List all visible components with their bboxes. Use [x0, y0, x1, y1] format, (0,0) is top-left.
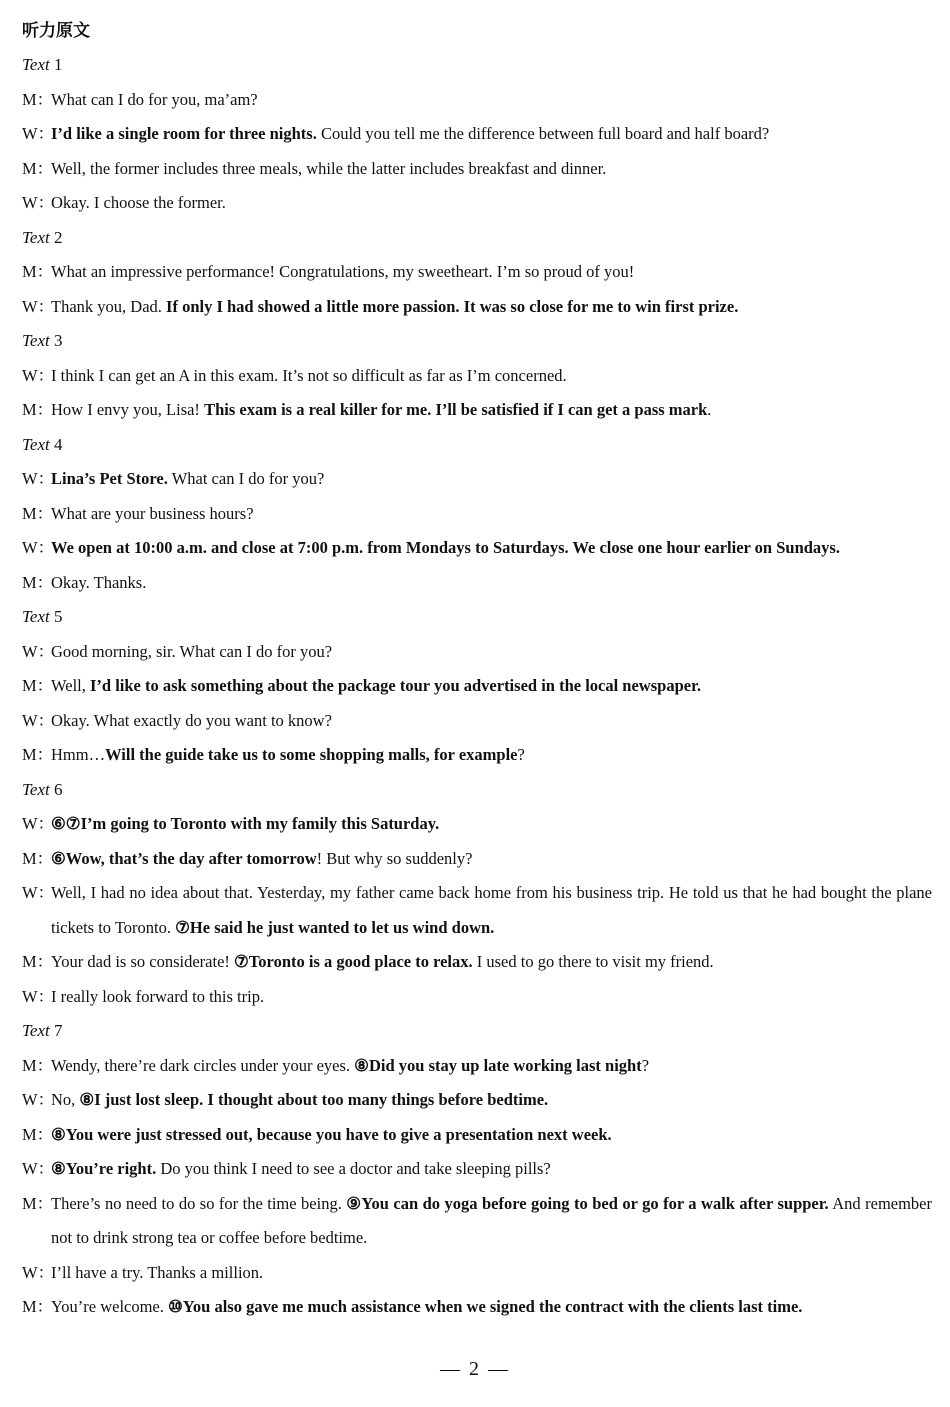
bold-answer-text: ⑦He said he just wanted to let us wind down.	[175, 917, 495, 937]
dialogue-text: What can I do for you, ma’am?	[51, 89, 258, 109]
speaker-label: M：	[22, 503, 54, 523]
dialogue-text: Well,	[51, 676, 90, 695]
bold-answer-text: ⑧You’re right.	[51, 1159, 157, 1178]
dialogue-text: Good morning, sir. What can I do for you?	[51, 641, 333, 661]
dialogue-line	[22, 186, 932, 221]
dialogue-text: Okay. What exactly do you want to know?	[51, 710, 332, 730]
text-label-number: 4	[53, 434, 63, 454]
dialogue-line	[22, 290, 932, 325]
dialogue-line	[22, 359, 932, 394]
dialogue-text: And remember not to drink strong tea or coffee before bedtime.	[51, 1193, 933, 1247]
dialogue-line	[22, 1118, 932, 1153]
text-label-number: 2	[53, 227, 63, 247]
transcript-sections	[22, 48, 932, 1325]
dialogue-text: There’s no need to do so for the time being.	[51, 1193, 347, 1213]
dialogue-line	[22, 669, 932, 704]
text-label-number: 1	[53, 55, 63, 74]
speaker-label: M：	[22, 1055, 54, 1075]
text-label-number: 3	[53, 331, 63, 350]
speaker-label: W：	[22, 469, 55, 488]
dialogue-line	[22, 566, 932, 601]
text-section-label	[22, 428, 932, 463]
bold-answer-text: I’d like to ask something about the package tour you advertised in the local newspaper.	[90, 676, 702, 695]
speaker-label: M：	[22, 572, 54, 592]
dialogue-line	[22, 152, 932, 187]
speaker-label: M：	[22, 745, 54, 764]
text-label-word: Text	[22, 1021, 50, 1040]
speaker-label: W：	[22, 986, 55, 1006]
speaker-label: M：	[22, 952, 54, 971]
bold-answer-text: ⑥⑦I’m going to Toronto with my family this Saturday.	[51, 814, 440, 833]
bold-answer-text: If only I had showed a little more passion. It was so close for me to win first prize.	[166, 296, 739, 316]
bold-answer-text: ⑥Wow, that’s the day after tomorrow	[51, 848, 317, 868]
speaker-label: M：	[22, 158, 54, 178]
dialogue-text: Okay. Thanks.	[51, 572, 147, 592]
page-number: — 2 —	[440, 1358, 510, 1380]
dialogue-line	[22, 1152, 932, 1187]
speaker-label: W：	[22, 365, 55, 385]
speaker-label: W：	[22, 124, 55, 143]
dialogue-line	[22, 497, 932, 532]
bold-answer-text: I’d like a single room for three nights.	[51, 124, 317, 143]
text-label-word: Text	[22, 227, 50, 247]
speaker-label: W：	[22, 710, 55, 730]
dialogue-line	[22, 1083, 932, 1118]
bold-answer-text: We open at 10:00 a.m. and close at 7:00 p.m. from Mondays to Saturdays. We close one hour earlier on Sundays.	[51, 538, 840, 557]
text-label-number: 6	[53, 779, 63, 799]
text-label-word: Text	[22, 331, 50, 350]
dialogue-text: Okay. I choose the former.	[51, 193, 226, 212]
dialogue-line	[22, 255, 932, 290]
dialogue-text: .	[707, 400, 712, 419]
dialogue-line	[22, 1256, 932, 1291]
dialogue-line	[22, 945, 932, 980]
text-section-label	[22, 48, 932, 83]
dialogue-line	[22, 704, 932, 739]
speaker-label: W：	[22, 883, 55, 902]
dialogue-line	[22, 1049, 932, 1084]
bold-answer-text: ⑧I just lost sleep. I thought about too many things before bedtime.	[79, 1090, 549, 1109]
speaker-label: M：	[22, 400, 54, 419]
bold-answer-text: This exam is a real killer for me. I’ll be satisfied if I can get a pass mark	[204, 400, 708, 419]
dialogue-line	[22, 738, 932, 773]
text-label-number: 7	[53, 1021, 63, 1040]
speaker-label: M：	[22, 262, 54, 281]
dialogue-text: I’ll have a try. Thanks a million.	[51, 1262, 264, 1282]
dialogue-line	[22, 1290, 932, 1325]
speaker-label: M：	[22, 676, 54, 695]
dialogue-line	[22, 635, 932, 670]
bold-answer-text: Lina’s Pet Store.	[51, 469, 168, 488]
dialogue-text: No,	[51, 1090, 80, 1109]
dialogue-text: I used to go there to visit my friend.	[472, 952, 714, 971]
speaker-label: W：	[22, 814, 55, 833]
dialogue-line	[22, 393, 932, 428]
speaker-label: W：	[22, 296, 55, 316]
speaker-label: W：	[22, 1262, 55, 1282]
dialogue-line	[22, 83, 932, 118]
bold-answer-text: ⑧Did you stay up late working last night	[354, 1055, 642, 1075]
dialogue-text: You’re welcome.	[51, 1297, 169, 1316]
dialogue-line	[22, 807, 932, 842]
text-section-label	[22, 1014, 932, 1049]
dialogue-text: Thank you, Dad.	[51, 296, 167, 316]
dialogue-line	[22, 531, 932, 566]
dialogue-text: What are your business hours?	[51, 503, 254, 523]
text-section-label	[22, 324, 932, 359]
speaker-label: W：	[22, 1090, 55, 1109]
speaker-label: W：	[22, 1159, 55, 1178]
text-section-label	[22, 221, 932, 256]
bold-answer-text: ⑨You can do yoga before going to bed or go for a walk after supper.	[346, 1193, 829, 1213]
text-label-word: Text	[22, 55, 50, 74]
text-label-word: Text	[22, 434, 50, 454]
dialogue-line	[22, 980, 932, 1015]
speaker-label: M：	[22, 1297, 54, 1316]
speaker-label: W：	[22, 538, 55, 557]
text-label-word: Text	[22, 607, 50, 626]
dialogue-text: What can I do for you?	[167, 469, 325, 488]
text-section-label	[22, 600, 932, 635]
dialogue-text: ! But why so suddenly?	[316, 848, 473, 868]
dialogue-text: Well, the former includes three meals, while the latter includes breakfast and dinner.	[51, 158, 607, 178]
page-heading: 听力原文	[22, 21, 90, 41]
page-content	[22, 14, 932, 1325]
dialogue-text: I really look forward to this trip.	[51, 986, 265, 1006]
bold-answer-text: ⑩You also gave me much assistance when we signed the contract with the clients last time.	[168, 1297, 803, 1316]
dialogue-text: Wendy, there’re dark circles under your eyes.	[51, 1055, 355, 1075]
text-section-label	[22, 773, 932, 808]
dialogue-line	[22, 842, 932, 877]
dialogue-text: What an impressive performance! Congratulations, my sweetheart. I’m so proud of you!	[51, 262, 635, 281]
text-label-word: Text	[22, 779, 50, 799]
dialogue-text: ?	[641, 1055, 650, 1075]
dialogue-text: Your dad is so considerate!	[51, 952, 235, 971]
dialogue-text: ?	[517, 745, 525, 764]
text-label-number: 5	[53, 607, 63, 626]
dialogue-line	[22, 117, 932, 152]
bold-answer-text: ⑦Toronto is a good place to relax.	[234, 952, 473, 971]
speaker-label: M：	[22, 1124, 54, 1144]
dialogue-text: I think I can get an A in this exam. It’s not so difficult as far as I’m concerned.	[51, 365, 567, 385]
dialogue-text: Hmm…	[51, 745, 106, 764]
dialogue-text: How I envy you, Lisa!	[51, 400, 205, 419]
dialogue-text: Could you tell me the difference between full board and half board?	[316, 124, 770, 143]
dialogue-text: Do you think I need to see a doctor and take sleeping pills?	[156, 1159, 551, 1178]
speaker-label: M：	[22, 1193, 54, 1213]
dialogue-line	[22, 462, 932, 497]
dialogue-text: Well, I had no idea about that. Yesterday, my father came back home from his business trip. He told us that he had bought the plane tickets to Toronto.	[51, 883, 932, 937]
bold-answer-text: ⑧You were just stressed out, because you have to give a presentation next week.	[51, 1124, 612, 1144]
speaker-label: W：	[22, 193, 55, 212]
speaker-label: M：	[22, 89, 54, 109]
speaker-label: W：	[22, 641, 55, 661]
speaker-label: M：	[22, 848, 54, 868]
dialogue-line	[22, 876, 932, 945]
bold-answer-text: Will the guide take us to some shopping malls, for example	[105, 745, 518, 764]
dialogue-line	[22, 1187, 932, 1256]
